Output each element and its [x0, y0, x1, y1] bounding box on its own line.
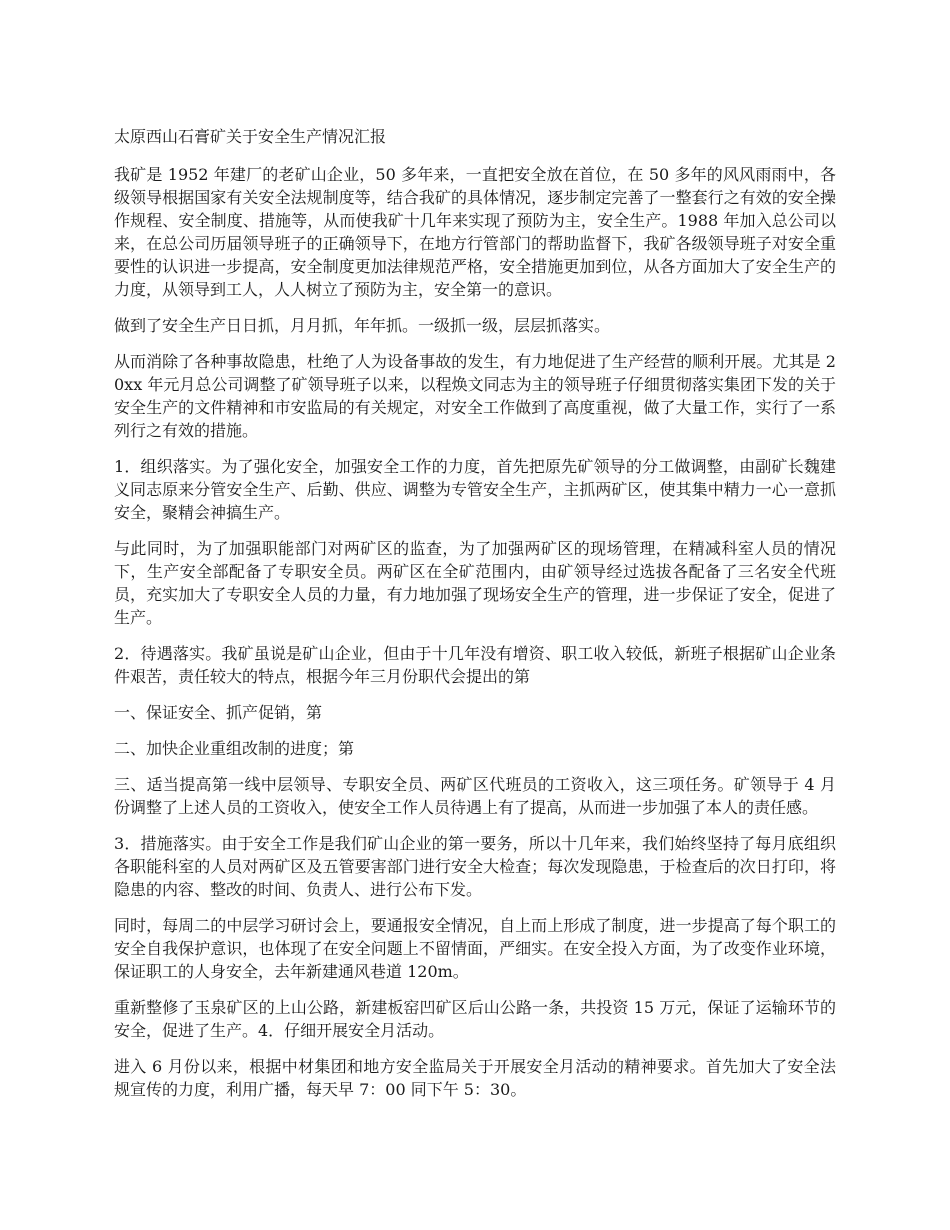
paragraph: 同时，每周二的中层学习研讨会上，要通报安全情况，自上而上形成了制度，进一步提高了每个职工的安全自我保护意识，也体现了在安全问题上不留情面，严细实。在安全投入方面，为了改变作业环境，保证职工的人身安全，去年新建通风巷道 120m。 — [114, 916, 836, 981]
paragraph: 进入 6 月份以来，根据中材集团和地方安全监局关于开展安全月活动的精神要求。首先加大了安全法规宣传的力度，利用广播，每天早 7：00 同下午 5：30。 — [114, 1057, 836, 1099]
paragraph: 与此同时，为了加强职能部门对两矿区的监查，为了加强两矿区的现场管理，在精减科室人员的情况下，生产安全部配备了专职安全员。两矿区在全矿范围内，由矿领导经过选拔各配备了三名安全代班员，充实加大了专职安全人员的力量，有力地加强了现场安全生产的管理，进一步保证了安全，促进了生产。 — [114, 539, 836, 627]
paragraph: 一、保证安全、抓产促销，第 — [114, 703, 323, 722]
paragraph: 我矿是 1952 年建厂的老矿山企业，50 多年来，一直把安全放在首位，在 50 多年的风风雨雨中，各级领导根据国家有关安全法规制度等，结合我矿的具体情况，逐步制定完善了一整套行之有效的安全操作规程、安全制度、措施等，从而使我矿十几年来实现了预防为主，安全生产。1988 年加入总公司以来，在总公司历届领导班子的正确领导下，在地方行管部门的帮助监督下，我矿各级领导班子对安全重要性的认识进一步提高，安全制度更加法律规范严格，安全措施更加到位，从各方面加大了安全生产的力度，从领导到工人，人人树立了预防为主，安全第一的意识。 — [114, 165, 836, 299]
paragraph: 1．组织落实。为了强化安全，加强安全工作的力度，首先把原先矿领导的分工做调整，由副矿长魏建义同志原来分管安全生产、后勤、供应、调整为专管安全生产，主抓两矿区，使其集中精力一心一意抓安全，聚精会神搞生产。 — [114, 457, 836, 522]
paragraph: 2．待遇落实。我矿虽说是矿山企业，但由于十几年没有增资、职工收入较低，新班子根据矿山企业条件艰苦，责任较大的特点，根据今年三月份职代会提出的第 — [114, 644, 836, 686]
paragraph: 重新整修了玉泉矿区的上山公路，新建板窑凹矿区后山公路一条，共投资 15 万元，保证了运输环节的安全，促进了生产。4．仔细开展安全月活动。 — [114, 998, 836, 1040]
document-title: 太原西山石膏矿关于安全生产情况汇报 — [114, 127, 387, 146]
paragraph: 3．措施落实。由于安全工作是我们矿山企业的第一要务，所以十几年来，我们始终坚持了每月底组织各职能科室的人员对两矿区及五管要害部门进行安全大检查；每次发现隐患，于检查后的次日打印，将隐患的内容、整改的时间、负责人、进行公布下发。 — [114, 834, 836, 899]
paragraph: 从而消除了各种事故隐患，杜绝了人为设备事故的发生，有力地促进了生产经营的顺利开展。尤其是 20xx 年元月总公司调整了矿领导班子以来，以程焕文同志为主的领导班子仔细贯彻落实集团下发的关于安全生产的文件精神和市安监局的有关规定，对安全工作做到了高度重视，做了大量工作，实行了一系列行之有效的措施。 — [114, 352, 836, 440]
paragraph: 二、加快企业重组改制的进度；第 — [114, 739, 355, 758]
paragraph: 做到了安全生产日日抓，月月抓，年年抓。一级抓一级，层层抓落实。 — [114, 316, 611, 335]
paragraph: 三、适当提高第一线中层领导、专职安全员、两矿区代班员的工资收入，这三项任务。矿领导于 4 月份调整了上述人员的工资收入，使安全工作人员待遇上有了提高，从而进一步加强了本人的责任感。 — [114, 775, 836, 817]
